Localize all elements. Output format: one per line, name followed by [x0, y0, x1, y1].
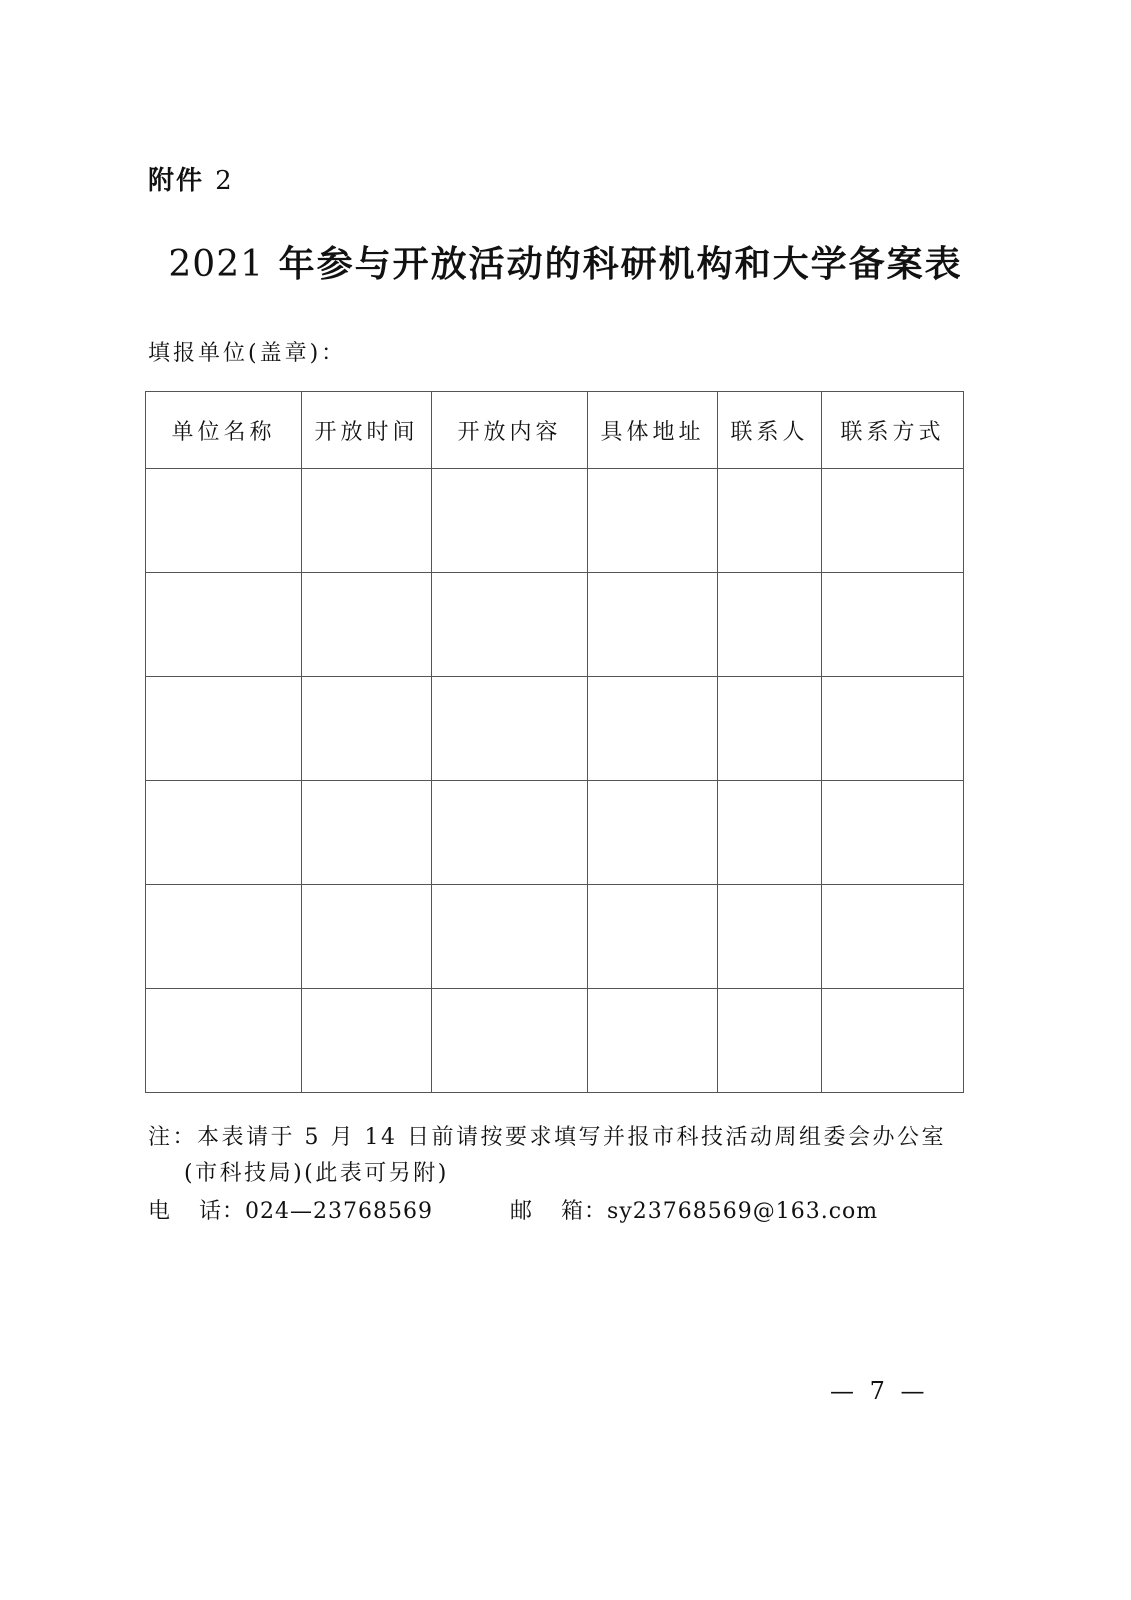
column-header-contact-person: 联系人: [718, 392, 822, 469]
note-line-2: (市科技局)(此表可另附): [184, 1161, 449, 1186]
email-label-1: 邮: [510, 1199, 534, 1224]
table-row: [146, 781, 964, 885]
table-cell[interactable]: [302, 781, 432, 885]
phone-number: 024—23768569: [245, 1199, 433, 1224]
contact-email: [510, 1194, 878, 1225]
filler-unit-label: 填报单位(盖章)：: [148, 341, 347, 366]
table-cell[interactable]: [432, 469, 588, 573]
phone-label-2: 话：: [199, 1199, 246, 1224]
table-cell[interactable]: [146, 677, 302, 781]
table-cell[interactable]: [146, 573, 302, 677]
table-row: [146, 573, 964, 677]
table-cell[interactable]: [302, 885, 432, 989]
email-label-2: 箱：: [561, 1199, 608, 1224]
table-cell[interactable]: [718, 781, 822, 885]
column-header-contact-method: 联系方式: [822, 392, 964, 469]
table-cell[interactable]: [146, 885, 302, 989]
table-cell[interactable]: [588, 781, 718, 885]
page-number: — 7 —: [830, 1377, 929, 1405]
table-cell[interactable]: [822, 885, 964, 989]
table-row: [146, 989, 964, 1093]
column-header-open-time: 开放时间: [302, 392, 432, 469]
attachment-number: 2: [215, 166, 234, 196]
column-header-address: 具体地址: [588, 392, 718, 469]
table-cell[interactable]: [718, 989, 822, 1093]
table-cell[interactable]: [302, 573, 432, 677]
table-cell[interactable]: [302, 469, 432, 573]
table-cell[interactable]: [146, 989, 302, 1093]
table-cell[interactable]: [432, 989, 588, 1093]
attachment-label: [148, 160, 234, 197]
title-year: 2021: [168, 244, 265, 285]
table-cell[interactable]: [718, 573, 822, 677]
table-cell[interactable]: [822, 573, 964, 677]
table-cell[interactable]: [432, 885, 588, 989]
table-cell[interactable]: [302, 989, 432, 1093]
table-row: [146, 469, 964, 573]
table-cell[interactable]: [822, 781, 964, 885]
table-cell[interactable]: [588, 677, 718, 781]
table-cell[interactable]: [432, 573, 588, 677]
email-address: sy23768569@163.com: [607, 1199, 879, 1224]
table-cell[interactable]: [146, 469, 302, 573]
table-cell[interactable]: [822, 677, 964, 781]
document-title: [0, 236, 1131, 287]
title-text: 年参与开放活动的科研机构和大学备案表: [278, 244, 963, 285]
column-header-open-content: 开放内容: [432, 392, 588, 469]
contact-phone: [148, 1194, 433, 1225]
table-cell[interactable]: [588, 989, 718, 1093]
table-row: [146, 885, 964, 989]
table-cell[interactable]: [432, 781, 588, 885]
table-cell[interactable]: [588, 885, 718, 989]
table-cell[interactable]: [588, 469, 718, 573]
table-cell[interactable]: [718, 885, 822, 989]
note-line-1: 注：本表请于 5 月 14 日前请按要求填写并报市科技活动周组委会办公室: [148, 1125, 946, 1150]
table-cell[interactable]: [822, 469, 964, 573]
table-cell[interactable]: [588, 573, 718, 677]
table-cell[interactable]: [432, 677, 588, 781]
attachment-label-text: 附件: [148, 166, 205, 196]
table-cell[interactable]: [718, 677, 822, 781]
phone-label-1: 电: [148, 1199, 172, 1224]
record-table: [145, 391, 964, 1093]
table-header-row: [146, 392, 964, 469]
table-cell[interactable]: [822, 989, 964, 1093]
table-cell[interactable]: [302, 677, 432, 781]
column-header-unit-name: 单位名称: [146, 392, 302, 469]
table-cell[interactable]: [146, 781, 302, 885]
table-row: [146, 677, 964, 781]
table-cell[interactable]: [718, 469, 822, 573]
